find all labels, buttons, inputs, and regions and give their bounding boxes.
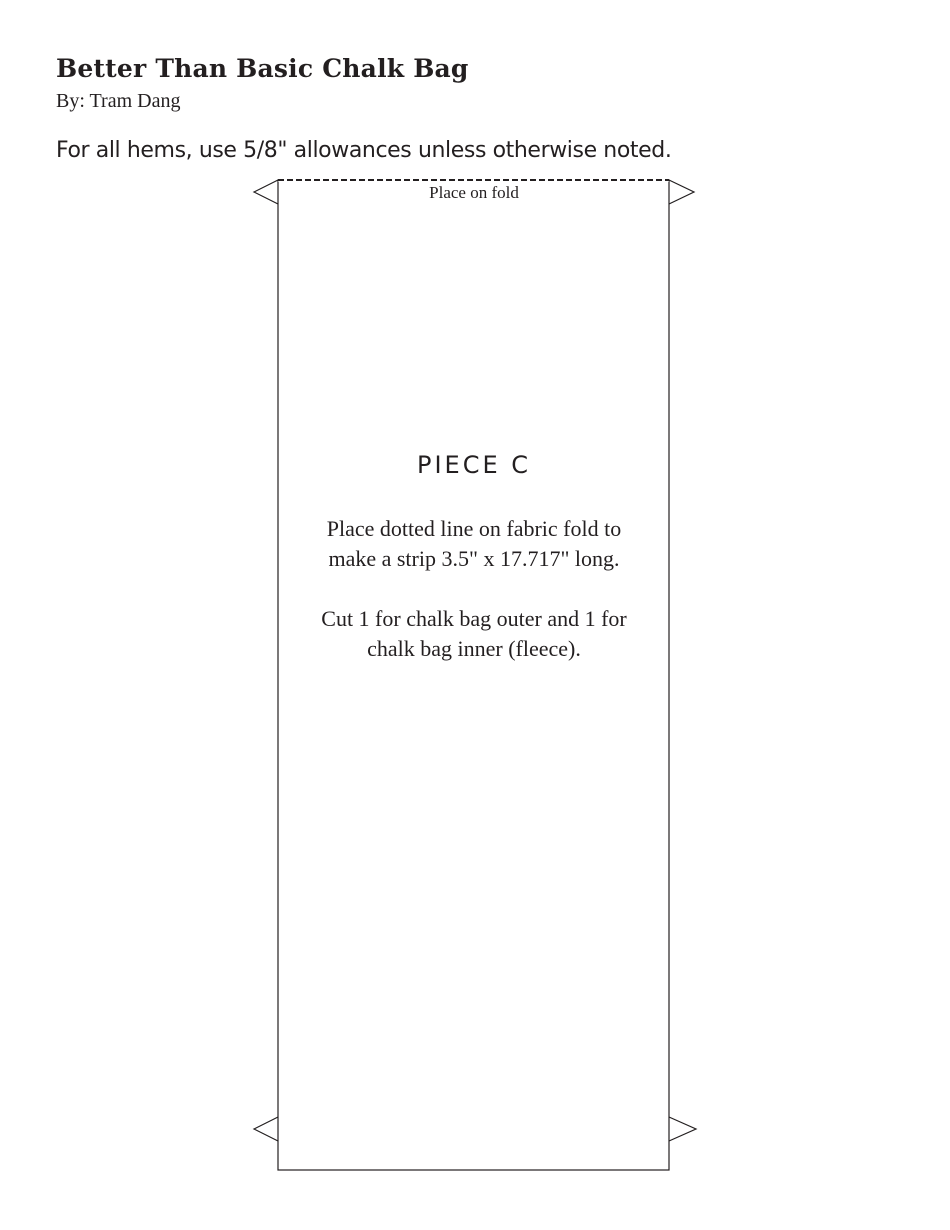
fold-arrow-right-top-icon: [669, 180, 694, 204]
cut-instruction-line-1: Cut 1 for chalk bag outer and 1 for: [321, 606, 627, 631]
place-on-fold-label: Place on fold: [429, 183, 519, 202]
fold-instruction-line-2: make a strip 3.5" x 17.717" long.: [328, 546, 620, 571]
pattern-piece-outline: [278, 180, 669, 1170]
cut-instruction: [279, 604, 669, 664]
fold-instruction-line-1: Place dotted line on fabric fold to: [326, 516, 622, 541]
fold-arrow-right-bottom-icon: [669, 1117, 696, 1141]
fold-instruction: [279, 514, 669, 574]
fold-arrow-left-bottom-icon: [254, 1117, 278, 1141]
author-byline: By: Tram Dang: [56, 90, 181, 112]
piece-name: PIECE C: [416, 451, 532, 479]
hem-allowance-note: For all hems, use 5/8" allowances unless otherwise noted.: [56, 138, 672, 163]
document-title: Better Than Basic Chalk Bag: [56, 54, 469, 83]
cut-instruction-line-2: chalk bag inner (fleece).: [367, 636, 581, 661]
fold-arrow-left-top-icon: [254, 180, 278, 204]
